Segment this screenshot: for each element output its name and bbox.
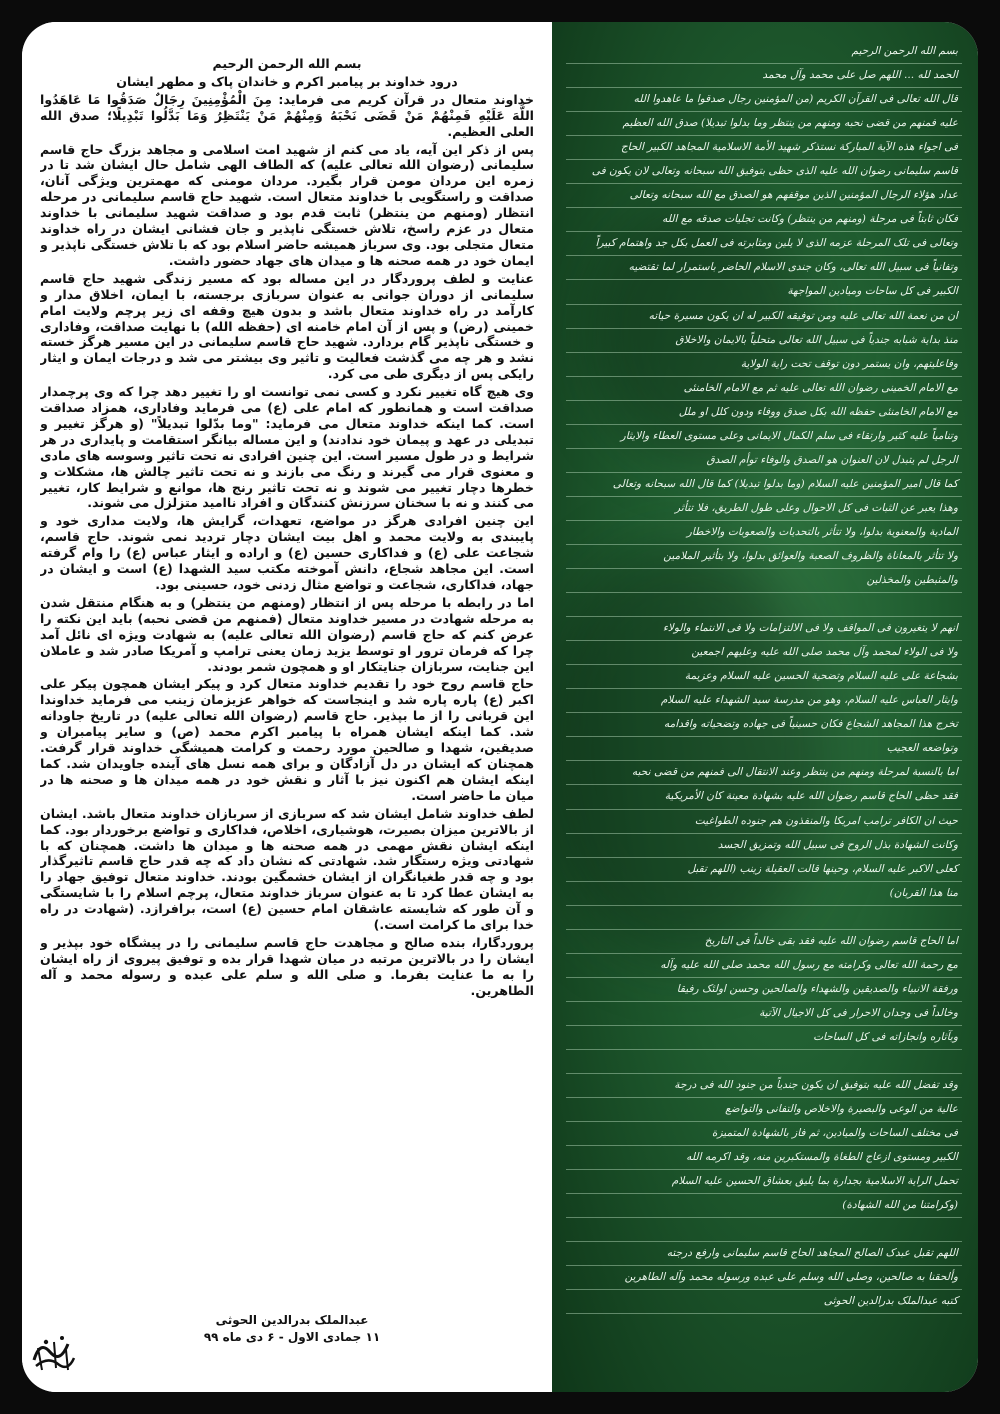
manuscript-line: قاسم سلیمانی رضوان الله علیه الذی حظی بتوفیق الله سبحانه وتعالی لان یکون فی — [566, 160, 962, 184]
manuscript-line: مع الامام الخامنئی حفظه الله بکل صدق ووفاء ودون کلل او ملل — [566, 401, 962, 425]
manuscript-line: حیث ان الکافر ترامب امریکا والمنفذون هم جنوده الطواغیت — [566, 810, 962, 834]
signature-date: ۱۱ جمادی الاول - ۶ دی ماه ۹۹ — [203, 1330, 381, 1344]
manuscript-line: وتفانیاً فی سبیل الله تعالی، وکان جندی الاسلام الحاضر باستمرار لما تقتضیه — [566, 256, 962, 280]
signature-block — [82, 1312, 502, 1346]
manuscript-line: ولا فی الولاء لمحمد وآل محمد صلی الله علیه وعلیهم اجمعین — [566, 641, 962, 665]
manuscript-line: (وکرامتنا من الله الشهادة) — [566, 1194, 962, 1218]
paragraph: این چنین افرادی هرگز در مواضع، تعهدات، گرایش ها، ولایت مداری خود و پایبندی به ولایت محمد و اهل بیت ایشان دچار تردید نمی شوند. حاج قاسم، شجاعت علی (ع) و فداکاری حسین (ع) و اراده و ایثار عباس (ع) را وام گرفته است. این مجاهد شجاع، دانش آموخته مکتب سید الشهدا (ع) است و ایشان در جهاد، فداکاری، شجاعت و تواضع مثال زدنی خود، حسینی بود. — [40, 513, 534, 592]
manuscript-panel — [552, 22, 978, 1392]
manuscript-line: وقد تفضل الله علیه بتوفیق ان یکون جندیاً من جنود الله فی درجة — [566, 1074, 962, 1098]
manuscript-line: قال الله تعالی فی القرآن الکریم (من المؤمنین رجال صدقوا ما عاهدوا الله — [566, 88, 962, 112]
salutation: درود خداوند بر پیامبر اکرم و خاندان پاک و مطهر ایشان — [116, 73, 458, 89]
manuscript-line: فی اجواء هذه الآیة المبارکة نستذکر شهید الأمة الاسلامیة المجاهد الکبیر الحاج — [566, 136, 962, 160]
manuscript-line: بشجاعة علی علیه السلام وتضحیة الحسین علیه السلام وعزیمة — [566, 665, 962, 689]
manuscript-line: ورفقة الانبیاء والصدیقین والشهداء والصالحین وحسن اولئک رفیقا — [566, 978, 962, 1002]
manuscript-line: وبآثاره وانجازاته فی کل الساحات — [566, 1026, 962, 1050]
manuscript-line: وهذا یعبر عن الثبات فی کل الاحوال وعلی طول الطریق، فلا تتأثر — [566, 497, 962, 521]
manuscript-line: تخرج هذا المجاهد الشجاع فکان حسینیاً فی جهاده وتضحیاته واقدامه — [566, 713, 962, 737]
manuscript-line: منا هذا القربان) — [566, 882, 962, 906]
paragraph: عنایت و لطف پروردگار در این مساله بود که مسیر زندگی شهید حاج قاسم سلیمانی از دوران جوانی به عنوان سربازی برجسته، با ایمان، اخلاق مدار و کارآمد در راه خداوند متعال باشد و بدون هیچ وقفه ای زیر پرچم ولایت امام خمینی (رض) و پس از آن امام خامنه ای (حفظه الله) با نهایت صداقت، وفاداری و خستگی ناپذیر گام بردارد. شهید حاج قاسم سلیمانی در این مسیر هرگز خسته نشد و هر چه می گذشت فعالیت و تاثیر وی بیشتر می شد و درجات ایمان و ایثار رایکی پس از دیگری طی می کرد. — [40, 270, 534, 382]
manuscript-line: وألحقنا به صالحین، وصلی الله وسلم علی عبده ورسوله محمد وآله الطاهرین — [566, 1266, 962, 1290]
translation-panel — [22, 22, 552, 1392]
manuscript-line — [566, 1218, 962, 1242]
manuscript-line: الرجل لم یتبدل لان العنوان هو الصدق والوفاء توأم الصدق — [566, 449, 962, 473]
manuscript-line: والمثبطین والمخذلین — [566, 569, 962, 593]
manuscript-line: اما الحاج قاسم رضوان الله علیه فقد بقی خالداً فی التاریخ — [566, 930, 962, 954]
paragraph: خداوند متعال در قرآن کریم می فرماید: مِنَ الْمُؤْمِنِينَ رِجَالٌ صَدَقُوا مَا عَاهَدُوا اللَّهَ عَلَيْهِ فَمِنْهُمْ مَنْ قَضَى نَحْبَهُ وَمِنْهُمْ مَنْ يَنْتَظِرُ وَمَا بَدَّلُوا تَبْدِيلًا؛ صدق الله العلی العظیم. — [40, 91, 534, 139]
manuscript-line: وخالداً فی وجدان الاحرار فی کل الاجیال الآتیة — [566, 1002, 962, 1026]
manuscript-line: وتعالی فی تلک المرحلة عزمه الذی لا یلین ومثابرته فی العمل بکل جد واهتمام کبیراً — [566, 232, 962, 256]
bismillah: بسم الله الرحمن الرحیم — [212, 56, 362, 71]
manuscript-line: مع رحمة الله تعالی وکرامته مع رسول الله محمد صلی الله علیه وآله — [566, 954, 962, 978]
translation-text — [40, 56, 534, 1346]
letter-page — [22, 22, 978, 1392]
manuscript-line: مع الامام الخمینی رضوان الله تعالی علیه ثم مع الامام الخامنئی — [566, 377, 962, 401]
manuscript-line: الکبیر فی کل ساحات ومیادین المواجهة — [566, 280, 962, 304]
manuscript-line: المادیة والمعنویة بدلوا، ولا تتأثر بالتحدیات والصعوبات والاخطار — [566, 521, 962, 545]
calligraphy-logo-icon — [28, 1330, 78, 1374]
manuscript-line: فی مختلف الساحات والمیادین، ثم فاز بالشهادة المتمیزة — [566, 1122, 962, 1146]
signature-name: عبدالملک بدرالدین الحوثی — [215, 1313, 369, 1327]
manuscript-line: وتنامیاً علیه کثیر وارتقاء فی سلم الکمال الایمانی وعلی مستوی العطاء والایثار — [566, 425, 962, 449]
paragraph: وی هیچ گاه تغییر نکرد و کسی نمی توانست او را تغییر دهد چرا که وی پرچمدار صداقت است و همانطور که امام علی (ع) می فرماید وفاداری، همزاد صداقت است. کما اینکه خداوند متعال می فرماید: "وما بدّلوا تبدیلاً" (و هرگز تغییر و تبدیلی در عهد و پیمان خود ندادند) و این مساله بیانگر استقامت و پایداری در هر شرایط و در طول مسیر است. این چنین افرادی نه تحت تاثیر وسوسه های مادی و معنوی قرار می گیرند و رنگ می بازند و نه تحت تاثیر چالش ها، مشکلات و خطرها دچار تغییر می شوند و نه تحت تاثیر رنج ها، موانع و شرایط کار، تغییر می کنند و نه با سخنان سرزنش کنندگان و افراد ناامید متزلزل می شوند. — [40, 384, 534, 511]
paragraph: اما در رابطه با مرحله پس از انتظار (ومنهم من ینتظر) و به هنگام منتقل شدن به مرحله شهادت در مسیر خداوند متعال (فمنهم من قضی نحبه) باید این نکته را عرض کنم که حاج قاسم (رضوان الله تعالی علیه) به شهادت ویژه ای نائل آمد چرا که فرمان ترور او توسط یزید زمان یعنی ترامپ و آمریکا صادر شد و عاملان این جنایت، سربازان جنایتکار او و همچون شمر بودند. — [40, 594, 534, 674]
calligraphy-logo — [28, 1330, 78, 1374]
manuscript-line: عالیة من الوعی والبصیرة والاخلاص والتفانی والتواضع — [566, 1098, 962, 1122]
manuscript-line: فکان ثابتاً فی مرحلة (ومنهم من ینتظر) وکانت تجلیات صدقه مع الله — [566, 208, 962, 232]
paragraph: پروردگارا، بنده صالح و مجاهدت حاج قاسم سلیمانی را در پیشگاه خود بپذیر و ایشان را در بالاترین مرتبه در میان شهدا قرار بده و توفیق پیروی از راه ایشان را به ما عنایت بفرما. و صلی الله و سلم علی عبده و رسوله محمد و آله الطاهرین. — [40, 934, 534, 998]
handwritten-letter — [566, 40, 962, 1380]
manuscript-line: اللهم تقبل عبدک الصالح المجاهد الحاج قاسم سلیمانی وارفع درجته — [566, 1242, 962, 1266]
manuscript-line: الکبیر ومستوی ازعاج الطغاة والمستکبرین منه، وقد اکرمه الله — [566, 1146, 962, 1170]
manuscript-line — [566, 1050, 962, 1074]
manuscript-line: کتبه عبدالملک بدرالدین الحوثی — [566, 1290, 962, 1314]
paragraph: حاج قاسم روح خود را تقدیم خداوند متعال کرد و پیکر ایشان همچون پیکر علی اکبر (ع) پاره پاره شد و اینجاست که خواهر عزیزمان زینب می فرماید خداوندا این قربانی را از ما بپذیر. حاج قاسم (رضوان الله تعالی علیه) در تاریخ جاودانه شد. کما اینکه ایشان همراه با پیامبر اکرم محمد (ص) و سایر پیامبران و صدیقین، شهدا و صالحین مورد رحمت و کرامت همیشگی خداوند قرار گرفت. همچنان که ایشان در دل آزادگان و برای همه نسل های آینده جاویدان شد. کما اینکه ایشان هم اکنون نیز با آثار و نقش خود در همه میدان ها و صحنه ها در میان ما حاضر است. — [40, 676, 534, 803]
paragraph: پس از ذکر این آیه، یاد می کنم از شهید امت اسلامی و مجاهد بزرگ حاج قاسم سلیمانی (رضوان الله تعالی علیه) که الطاف الهی شامل حال ایشان شد تا در زمره این مردان مومن قرار بگیرد. مردان مومنی که مهمترین ویژگی آنان، صداقت و راستگویی با خداوند متعال است. شهید حاج قاسم سلیمانی در مرحله انتظار (ومنهم من ینتظر) ثابت قدم بود و صداقت شهید سلیمانی با خداوند متعال در عزم راسخ، تلاش خستگی ناپذیر و جان فشانی ایشان در راه خداوند متعال متجلی بود. وی سرباز همیشه حاضر اسلام بود که با تلاش خستگی ناپذیر و ایمان خود در همه صحنه ها و میدان های جهاد حضور داشت. — [40, 141, 534, 268]
manuscript-line: وتواضعه العجیب — [566, 737, 962, 761]
manuscript-line: فقد حظی الحاج قاسم رضوان الله علیه بشهادة معینة کان الأمریکیة — [566, 785, 962, 809]
manuscript-line: ان من نعمة الله تعالی علیه ومن توفیقه الکبیر له ان یکون مسیرة حیاته — [566, 305, 962, 329]
manuscript-line: وفاعلیتهم، وان یستمر دون توقف تحت رایة الولایة — [566, 353, 962, 377]
paragraph: لطف خداوند شامل ایشان شد که سربازی از سربازان خداوند متعال باشد. ایشان از بالاترین میزان بصیرت، هوشیاری، اخلاص، فداکاری و تواضع برخوردار بود. کما اینکه ایشان نقش مهمی در همه صحنه ها و میدان ها داشت. همچنان که با شهادتی ویژه رستگار شد. شهادتی که نشان داد که چه قدر حاج قاسم تاثیرگذار بود و چه قدر طغیانگران از ایشان خشمگین بودند. خداوند متعال توفیق جهاد را به ایشان عطا کرد تا به عنوان سرباز خداوند متعال، پرچم اسلام را با شایستگی و آن طور که شایسته عاشقان امام حسین (ع) است، برافرازد. (شهادت در راه خدا برای ما کرامت است.) — [40, 805, 534, 933]
manuscript-line: وایثار العباس علیه السلام، وهو من مدرسة سید الشهداء علیه السلام — [566, 689, 962, 713]
manuscript-line: منذ بدایة شبابه جندیاً فی سبیل الله تعالی متحلیاً بالایمان والاخلاق — [566, 329, 962, 353]
manuscript-line: بسم الله الرحمن الرحیم — [566, 40, 962, 64]
manuscript-line: کما قال امیر المؤمنین علیه السلام (وما بدلوا تبدیلا) کما قال الله سبحانه وتعالی — [566, 473, 962, 497]
manuscript-line — [566, 906, 962, 930]
manuscript-line — [566, 593, 962, 617]
manuscript-line: کعلی الاکبر علیه السلام، وحینها قالت العقیلة زینب (اللهم تقبل — [566, 858, 962, 882]
manuscript-line: علیه فمنهم من قضی نحبه ومنهم من ینتظر وما بدلوا تبدیلا) صدق الله العظیم — [566, 112, 962, 136]
manuscript-line: ولا تتأثر بالمعاناة والظروف الصعبة والعوائق بدلوا، ولا بتأثیر الملامین — [566, 545, 962, 569]
manuscript-line: تحمل الرایة الاسلامیة بجدارة بما یلیق بعشاق الحسین علیه السلام — [566, 1170, 962, 1194]
manuscript-line: انهم لا یتغیرون فی المواقف ولا فی الالتزامات ولا فی الانتماء والولاء — [566, 617, 962, 641]
manuscript-line: الحمد لله ... اللهم صل علی محمد وآل محمد — [566, 64, 962, 88]
manuscript-line: اما بالنسبة لمرحلة ومنهم من ینتظر وعند الانتقال الی فمنهم من قضی نحبه — [566, 761, 962, 785]
manuscript-line: عداد هؤلاء الرجال المؤمنین الذین موقفهم هو الصدق مع الله سبحانه وتعالی — [566, 184, 962, 208]
manuscript-line: وکانت الشهادة بذل الروح فی سبیل الله وتمزیق الجسد — [566, 834, 962, 858]
